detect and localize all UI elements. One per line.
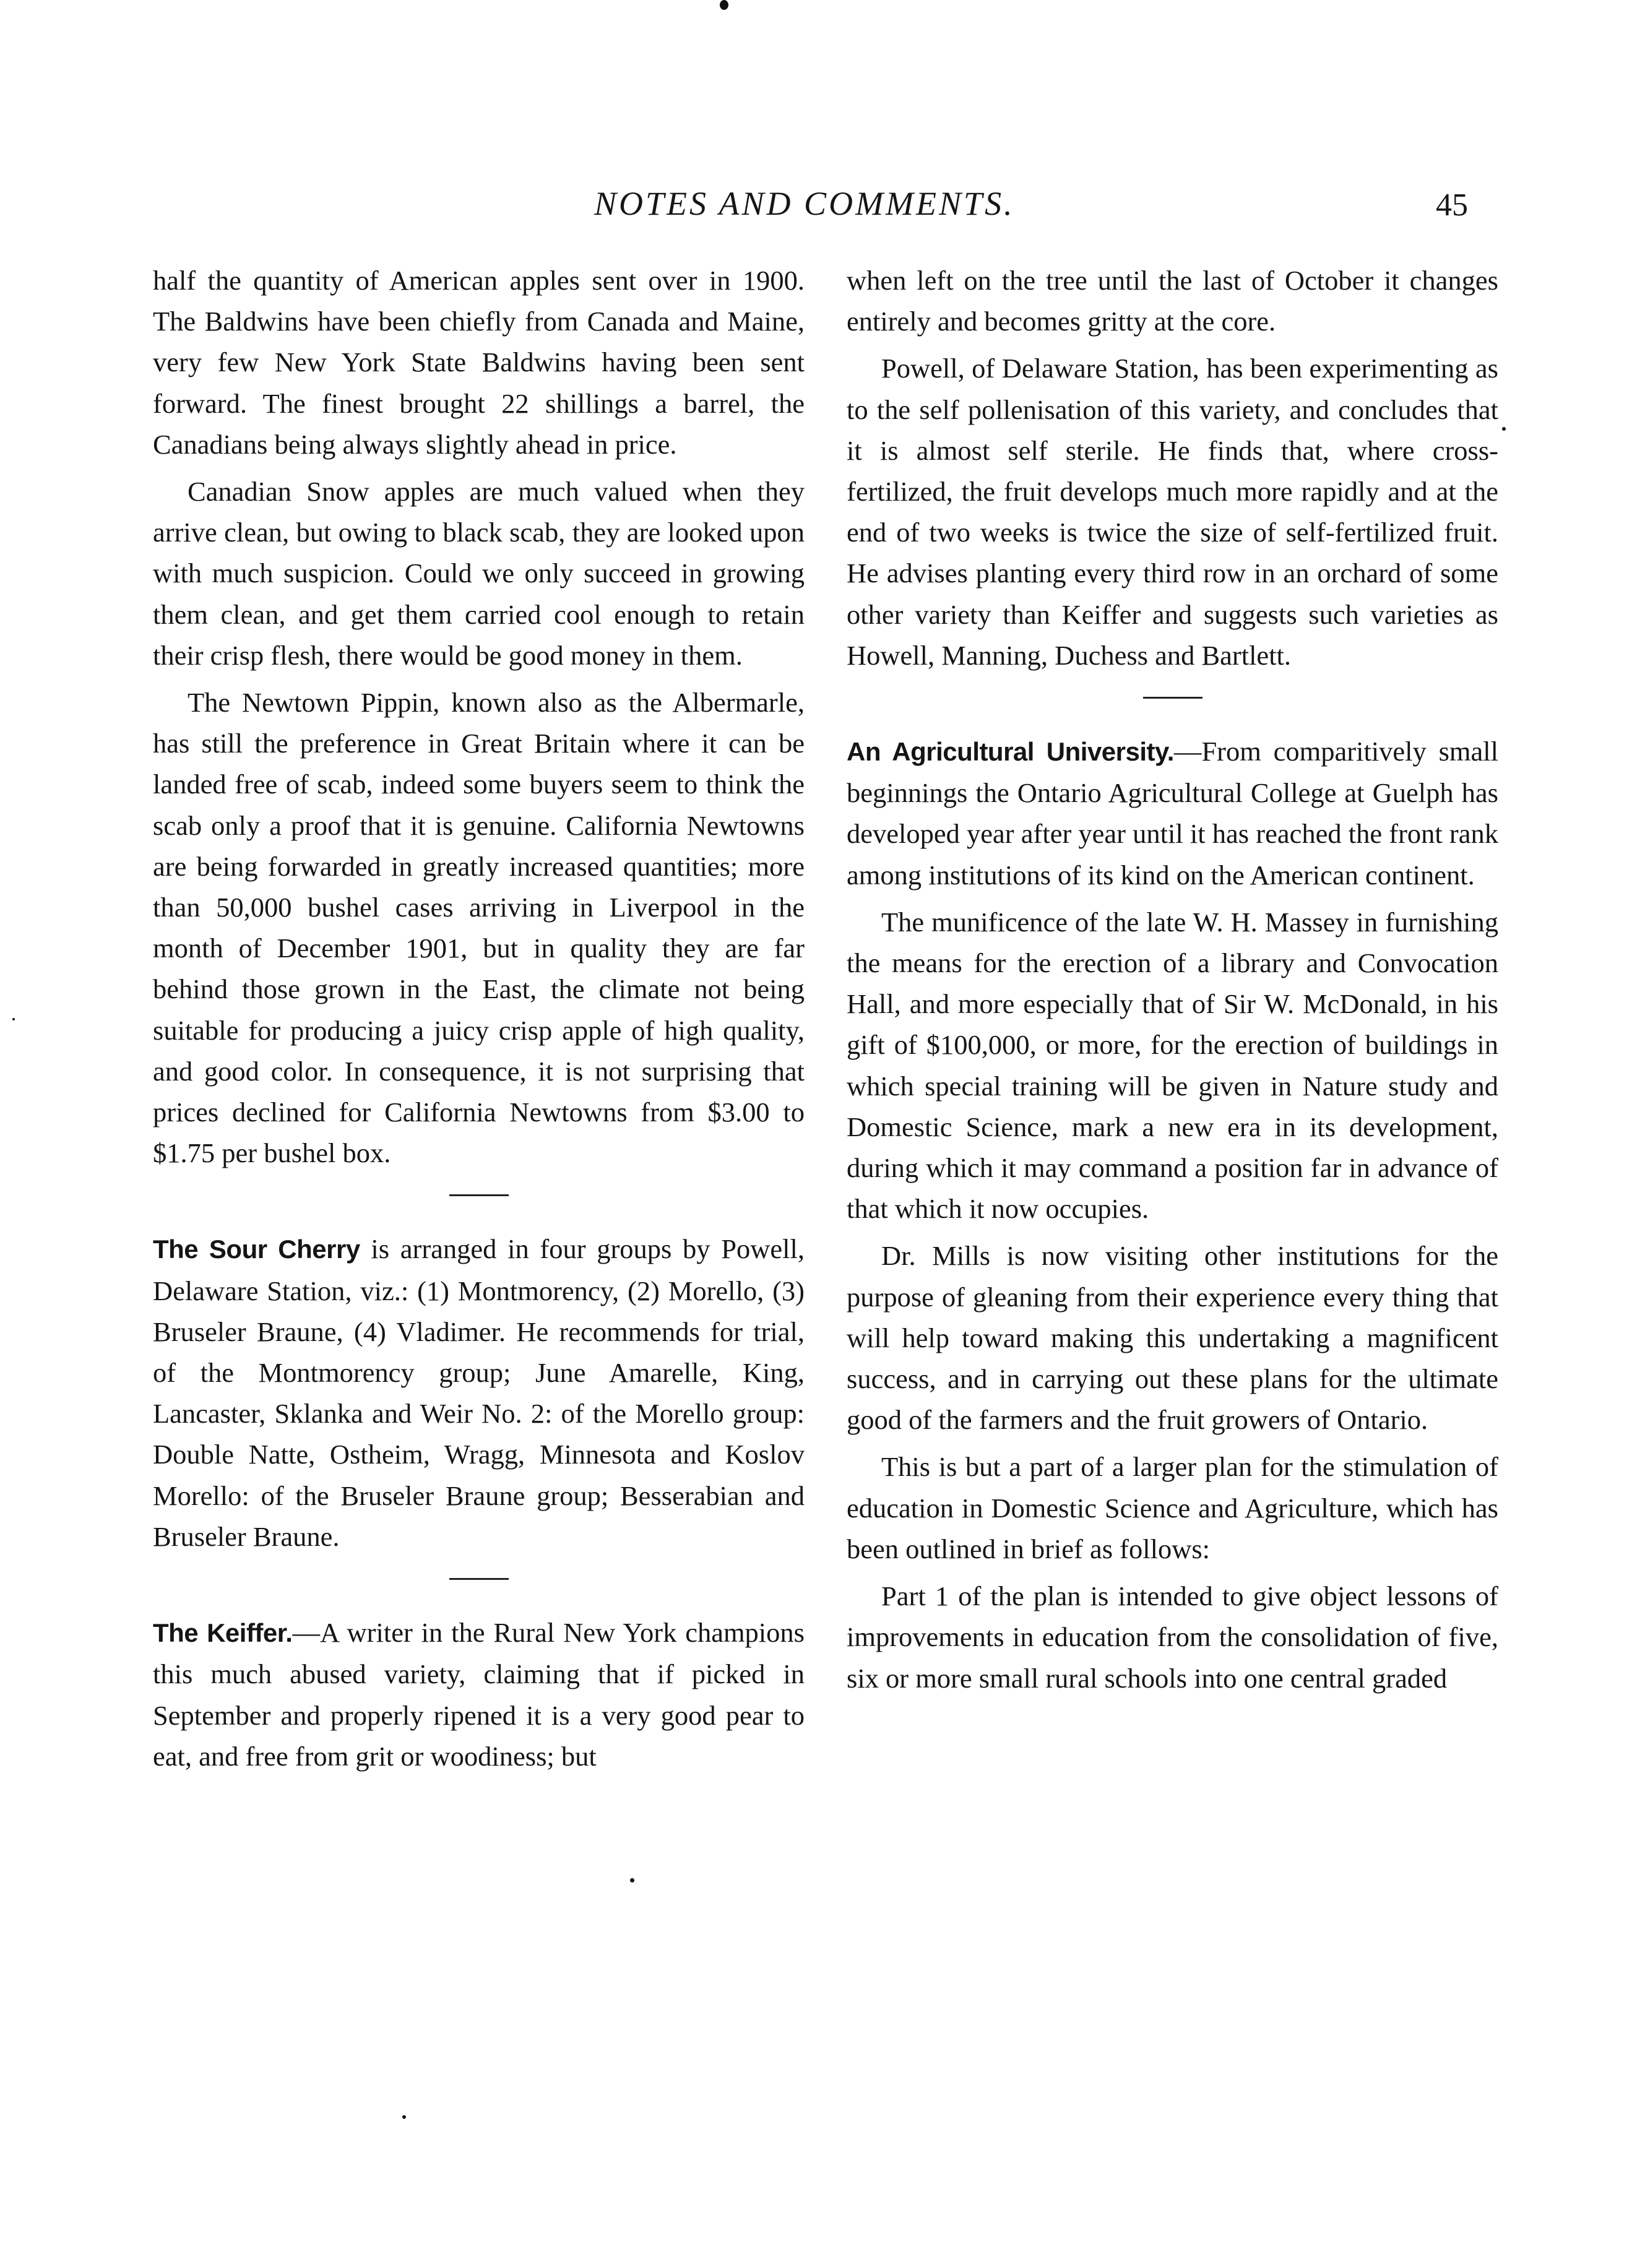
section-divider xyxy=(1143,697,1202,699)
section-divider xyxy=(449,1578,509,1580)
university-text: —From comparitively small beginnings the Ontario Agricultural College at Guelph has developed year after year until it has reached the front rank among institutions of its kind on the American continent. xyxy=(847,736,1498,890)
section-agricultural-university xyxy=(847,731,1498,895)
paragraph-munificence: The munificence of the late W. H. Massey in furnishing the means for the erection of a library and Convocation Hall, and more especially that of Sir W. McDonald, in his gift of $100,000, or more, for the erection of buildings in which special training will be given in Nature study and Domestic Science, mark a new era in its development, during which it may command a position far in advance of that which it now occupies. xyxy=(847,906,1498,1225)
right-column xyxy=(847,260,1498,1705)
paragraph-keiffer-continued: when left on the tree until the last of October it changes entirely and becomes gritty at the core. xyxy=(847,265,1498,337)
sour-cherry-heading: The Sour Cherry xyxy=(153,1235,360,1264)
page-header xyxy=(0,184,1632,234)
print-speck xyxy=(720,0,728,10)
section-divider xyxy=(449,1194,509,1196)
paragraph-part-one: Part 1 of the plan is intended to give object lessons of improvements in education from the consolidation of five, six or more small rural schools into one central graded xyxy=(847,1580,1498,1694)
keiffer-heading: The Keiffer. xyxy=(153,1618,293,1648)
paragraph-dr-mills: Dr. Mills is now visiting other institutions for the purpose of gleaning from their experience every thing that will help toward making this undertaking a magnificent success, and in carrying out these plans for the ultimate good of the farmers and the fruit growers of Ontario. xyxy=(847,1240,1498,1436)
university-heading: An Agricultural University. xyxy=(847,737,1174,767)
print-speck xyxy=(402,2115,406,2119)
paragraph-pollenisation: Powell, of Delaware Station, has been experimenting as to the self pollenisation of this variety, and concludes that it is almost self sterile. He finds that, where cross-fertilized, the fruit develops much more rapidly and at the end of two weeks is twice the size of self-fertilized fruit. He advises planting every third row in an orchard of some other variety than Keiffer and suggests such varieties as Howell, Manning, Duchess and Bartlett. xyxy=(847,353,1498,671)
print-speck xyxy=(12,1018,15,1020)
section-sour-cherry xyxy=(153,1228,805,1557)
paragraph-larger-plan: This is but a part of a larger plan for the stimulation of education in Domestic Science and Agriculture, which has been outlined in brief as follows: xyxy=(847,1451,1498,1564)
paragraph-newtown-pippin: The Newtown Pippin, known also as the Albermarle, has still the preference in Great Britain where it can be landed free of scab, indeed some buyers seem to think the scab only a proof that it is genuine. California Newtowns are being forwarded in greatly increased quantities; more than 50,000 bushel cases arriving in Liverpool in the month of December 1901, but in quality they are far behind those grown in the East, the climate not being suitable for producing a juicy crisp apple of high quality, and good color. In consequence, it is not surprising that prices declined for California Newtowns from $3.00 to $1.75 per bushel box. xyxy=(153,687,805,1169)
running-title: NOTES AND COMMENTS. xyxy=(594,185,1015,222)
print-speck xyxy=(630,1878,634,1882)
left-column xyxy=(153,260,805,1783)
print-speck xyxy=(1502,427,1506,431)
sour-cherry-text: is arranged in four groups by Powell, Delaware Station, viz.: (1) Montmorency, (2) Morello, (3) Bruseler Braune, (4) Vladimer. He recommends for trial, of the Montmorency group; June Amarelle, King, Lancaster, Sklanka and Weir No. 2: of the Morello group: Double Natte, Ostheim, Wragg, Minnesota and Koslov Morello: of the Bruseler Braune group; Besserabian and Bruseler Braune. xyxy=(153,1233,805,1552)
keiffer-text: —A writer in the Rural New York champions this much abused variety, claiming that if picked in September and properly ripened it is a very good pear to eat, and free from grit or woodiness; but xyxy=(153,1617,805,1772)
paragraph-snow-apples: Canadian Snow apples are much valued when they arrive clean, but owing to black scab, they are looked upon with much suspicion. Could we only succeed in growing them clean, and get them carried cool enough to retain their crisp flesh, there would be good money in them. xyxy=(153,476,805,671)
section-keiffer xyxy=(153,1612,805,1777)
paragraph-apple-shipments: half the quantity of American apples sent over in 1900. The Baldwins have been chiefly from Canada and Maine, very few New York State Baldwins having been sent forward. The finest brought 22 shillings a barrel, the Canadians being always slightly ahead in price. xyxy=(153,265,805,460)
page-number: 45 xyxy=(1436,188,1468,223)
